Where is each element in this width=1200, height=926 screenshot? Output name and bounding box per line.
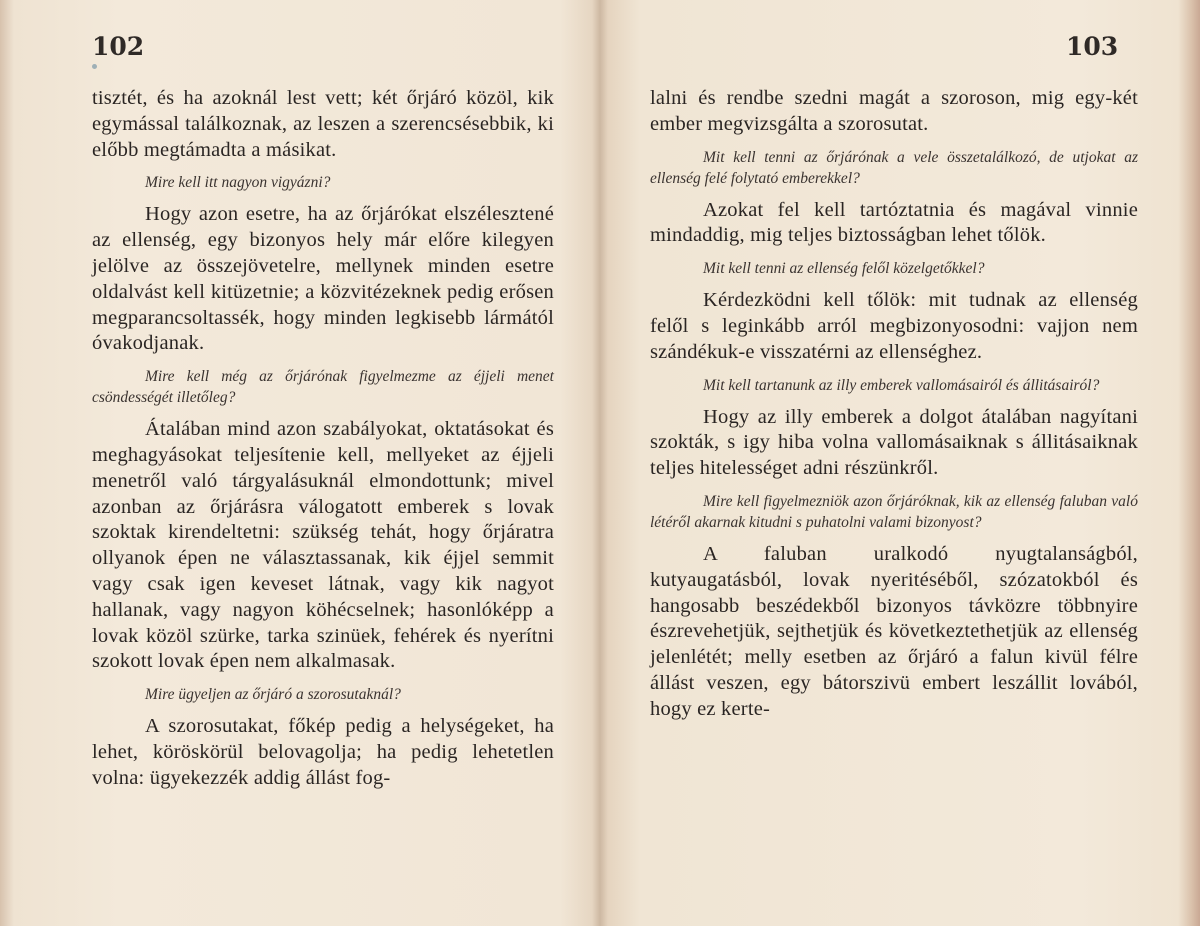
question-heading: Mit kell tenni az őrjárónak a vele összetalálkozó, de utjokat az ellenség felé folytató emberekkel? bbox=[650, 148, 1138, 187]
paragraph: Kérdezködni kell tőlök: mit tudnak az ellenség felől s leginkább arról megbizonyosodni: vajjon nem szándékuk-e visszatérni az ellenséghez. bbox=[650, 289, 1138, 363]
question-heading: Mire kell még az őrjárónak figyelmezme az éjjeli menet csöndességét illetőleg? bbox=[92, 368, 554, 407]
paragraph: A szorosutakat, főkép pedig a helységeket, ha lehet, köröskörül belovagolja; ha pedig lehetetlen volna: ügyekezzék addig állást fog- bbox=[92, 715, 554, 789]
question-heading: Mit kell tenni az ellenség felől közelgetőkkel? bbox=[703, 260, 985, 278]
page-number-right: 103 bbox=[1066, 32, 1119, 61]
paragraph: Azokat fel kell tartóztatnia és magával vinnie mindaddig, mig teljes biztosságban lehet tőlök. bbox=[650, 198, 1138, 247]
left-page-text bbox=[92, 86, 554, 792]
paragraph: Hogy azon esetre, ha az őrjárókat elszélesztené az ellenség, egy bizonyos hely már előre kilegyen jelölve az összejövetelre, mellynek minden esetre oldalvást kell kitüzetnie; a közvitézeknek pedig erősen megparancsoltassék, hogy minden legkisebb lármától óvakodjanak. bbox=[92, 203, 554, 355]
question-heading: Mit kell tartanunk az illy emberek vallomásairól és állitásairól? bbox=[703, 376, 1100, 394]
paragraph: Átalában mind azon szabályokat, oktatásokat és meghagyásokat teljesítenie kell, mellyeket az éjjeli menetről való tárgyalásuknál elmondottunk; mivel azonban az őrjárásra válogatott emberek s lovak szoktak kirendeltetni: szükség tehát, hogy őrjáratra ollyanok épen ne választassanak, kik éjjel semmit vagy csak igen keveset látnak, vagy kik nagyot hallanak, vagy nagyon köhécselnek; hasonlóképp a lovak közöl szürke, tarka szinüek, fehérek és nyerítni szokott lovak épen nem alkalmasak. bbox=[92, 418, 554, 673]
ink-speck bbox=[92, 64, 97, 69]
question-heading: Mire ügyeljen az őrjáró a szorosutaknál? bbox=[145, 686, 401, 704]
paragraph: A faluban uralkodó nyugtalanságból, kutyaugatásból, lovak nyeritéséből, szózatokból és hangosabb beszédekből bizonyos távközre többnyire észrevehetjük, sejthetjük és következtethetjük az ellenség jelenlétét; melly esetben az őrjáró a falun kivül félre állást veszen, egy bátorszivü embert leszállit lovából, hogy ez kerte- bbox=[650, 542, 1138, 720]
right-page bbox=[600, 0, 1200, 926]
paragraph: tisztét, és ha azoknál lest vett; két őrjáró közöl, kik egymással találkoznak, az leszen a szerencsésebbik, ki előbb megtámadta a másikat. bbox=[92, 87, 554, 161]
right-page-text bbox=[650, 86, 1138, 723]
question-heading: Mire kell figyelmezniök azon őrjáróknak, kik az ellenség faluban való létéről akarnak kitudni s puhatolni valami bizonyost? bbox=[650, 492, 1138, 531]
paragraph: Hogy az illy emberek a dolgot átalában nagyítani szokták, s igy hiba volna vallomásaiknak s állitásaiknak teljes hitelességet adni részünkről. bbox=[650, 405, 1138, 480]
paragraph: lalni és rendbe szedni magát a szoroson, mig egy-két ember megvizsgálta a szorosutat. bbox=[650, 87, 1138, 135]
question-heading: Mire kell itt nagyon vigyázni? bbox=[145, 174, 331, 192]
page-number-left: 102 bbox=[92, 32, 145, 61]
